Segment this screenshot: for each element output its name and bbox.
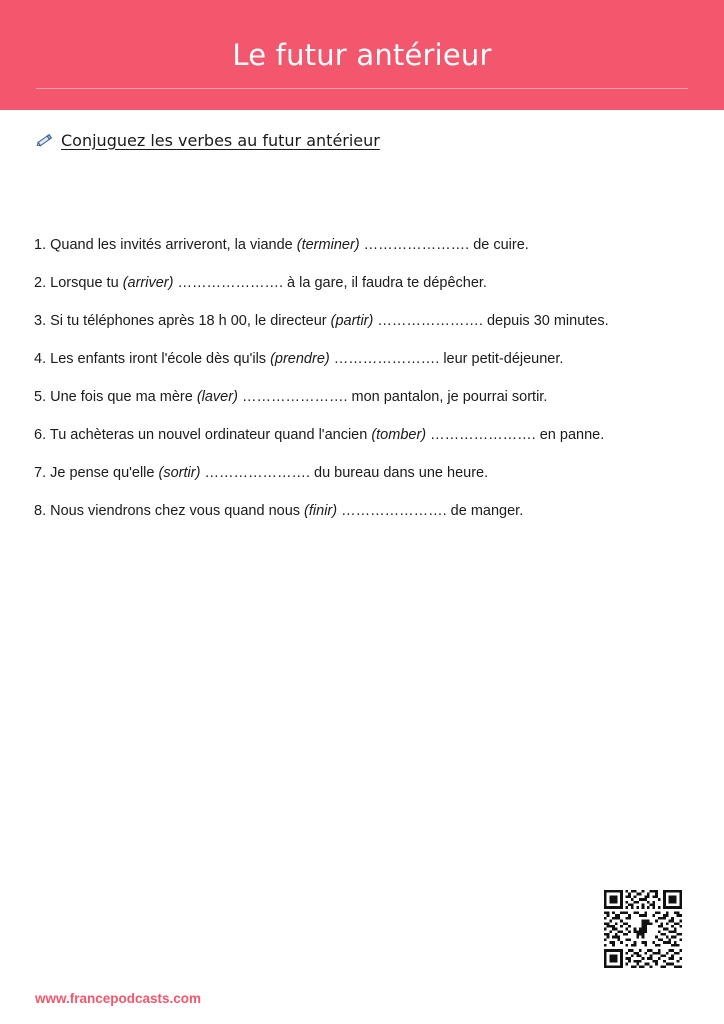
exercise-list [34,236,609,540]
header-banner [0,0,724,110]
header-divider [36,88,688,89]
exercise-item [34,502,609,540]
exercise-text-after: mon pantalon, je pourrai sortir. [351,389,548,405]
exercise-item [34,464,609,502]
exercise-verb: (arriver) [122,275,174,291]
exercise-text-before: Quand les invités arriveront, la viande [50,237,293,253]
exercise-text-after: depuis 30 minutes. [486,313,609,329]
answer-blank[interactable]: …………………. [377,313,483,329]
exercise-text-before: Une fois que ma mère [50,389,193,405]
exercise-item [34,312,609,350]
exercise-verb: (tomber) [371,427,427,443]
exercise-verb: (finir) [304,503,338,519]
exercise-text-before: Si tu téléphones après 18 h 00, le directeur [50,313,327,329]
answer-blank[interactable]: …………………. [430,427,536,443]
exercise-text-before: Je pense qu'elle [50,465,155,481]
exercise-text-before: Tu achèteras un nouvel ordinateur quand l'ancien [49,427,368,443]
exercise-item [34,426,609,464]
exercise-verb: (terminer) [296,237,360,253]
exercise-verb: (prendre) [270,351,330,367]
exercise-text-before: Lorsque tu [50,275,119,291]
instruction [35,130,380,150]
exercise-number: 3. [34,313,47,329]
exercise-item [34,350,609,388]
exercise-number: 1. [34,237,47,253]
exercise-verb: (sortir) [158,465,201,481]
answer-blank[interactable]: …………………. [363,237,470,253]
exercise-text-after: à la gare, il faudra te dépêcher. [287,275,487,291]
answer-blank[interactable]: …………………. [341,503,447,519]
exercise-item [34,236,609,274]
exercise-number: 2. [34,275,47,291]
exercise-text-after: de cuire. [473,237,529,253]
exercise-text-after: de manger. [450,503,524,519]
exercise-text-after: leur petit-déjeuner. [443,351,564,367]
exercise-number: 6. [34,427,47,443]
instruction-text: Conjuguez les verbes au futur antérieur [61,130,380,150]
answer-blank[interactable]: …………………. [333,351,440,367]
exercise-text-before: Nous viendrons chez vous quand nous [50,503,301,519]
exercise-number: 5. [34,389,47,405]
exercise-text-before: Les enfants iront l'école dès qu'ils [50,351,267,367]
qr-code[interactable] [604,890,682,968]
exercise-item [34,388,609,426]
exercise-text-after: du bureau dans une heure. [314,465,489,481]
pencil-icon [35,130,55,150]
page-title: Le futur antérieur [232,38,492,72]
exercise-number: 8. [34,503,47,519]
exercise-text-after: en panne. [539,427,605,443]
exercise-number: 7. [34,465,47,481]
exercise-number: 4. [34,351,47,367]
answer-blank[interactable]: …………………. [241,389,348,405]
footer-url[interactable]: www.francepodcasts.com [35,991,202,1006]
exercise-verb: (partir) [330,313,374,329]
answer-blank[interactable]: …………………. [177,275,283,291]
answer-blank[interactable]: …………………. [204,465,310,481]
exercise-item [34,274,609,312]
exercise-verb: (laver) [196,389,238,405]
